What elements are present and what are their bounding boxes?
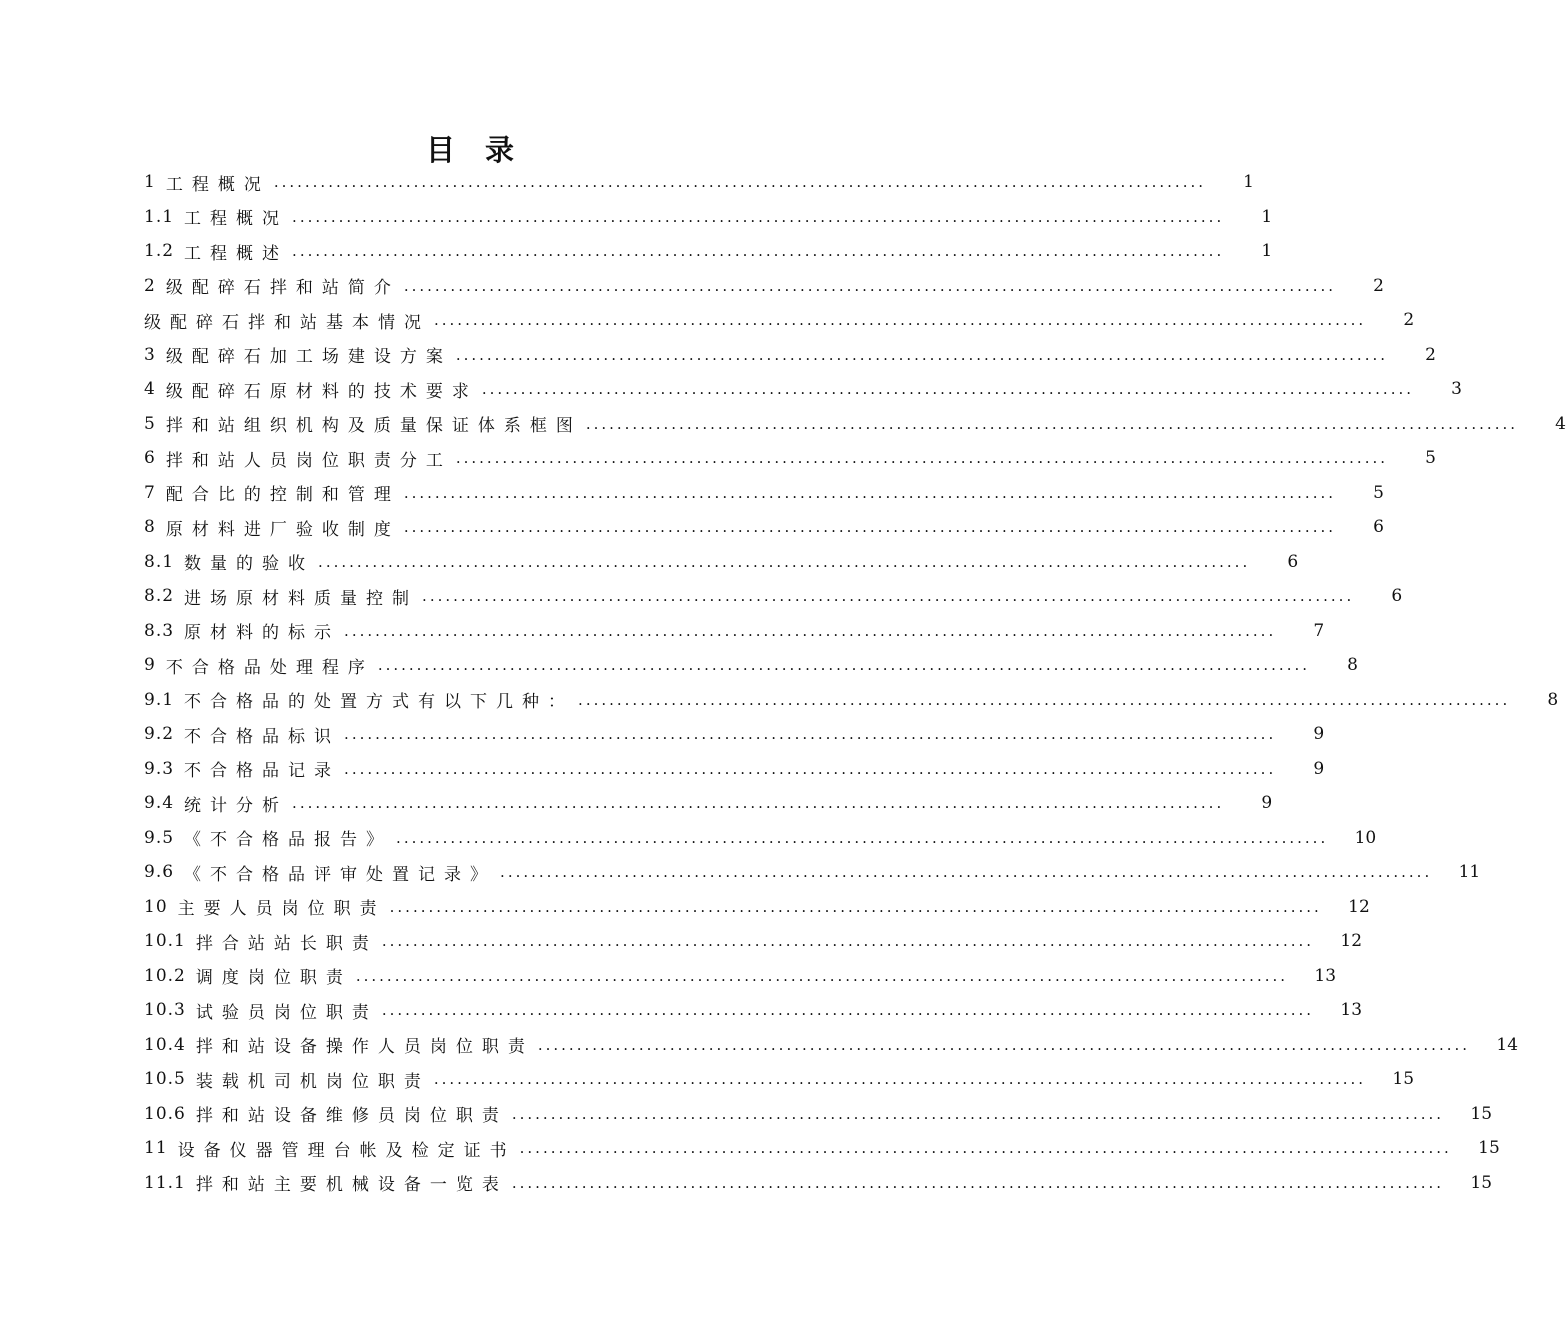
toc-entry-number: 9.5	[144, 827, 175, 848]
toc-entry-leader-dots: ........................................................................................................................	[434, 311, 1367, 330]
toc-entry-leader-dots: ........................................................................................................................	[481, 380, 1414, 399]
toc-entry-page-number: 7	[1313, 620, 1325, 641]
toc-entry-number: 5	[144, 413, 156, 434]
toc-entry-leader-dots: ........................................................................................................................	[519, 1139, 1452, 1158]
toc-entry-number: 1.1	[144, 206, 175, 227]
toc-entry[interactable]	[144, 441, 1436, 476]
toc-entry-leader-dots: ........................................................................................................................	[455, 449, 1388, 468]
toc-entry-title: 不合格品处理程序	[165, 657, 374, 678]
toc-entry-number: 9.2	[144, 724, 175, 745]
toc-entry-number: 6	[144, 448, 156, 469]
toc-entry-leader-dots: ........................................................................................................................	[377, 656, 1310, 675]
toc-entry-number: 4	[144, 379, 156, 400]
toc-entry-page-number: 8	[1547, 689, 1559, 710]
toc-entry[interactable]	[144, 234, 1273, 269]
toc-entry-number: 10.2	[144, 965, 186, 986]
toc-entry-page-number: 11	[1458, 862, 1481, 883]
toc-entry-page-number: 9	[1261, 793, 1273, 814]
toc-entry-title: 数量的验收	[184, 554, 315, 575]
toc-entry-number: 10.6	[144, 1103, 186, 1124]
toc-entry[interactable]	[144, 1028, 1519, 1063]
toc-entry[interactable]	[144, 1131, 1500, 1166]
toc-title: 目 录	[425, 133, 525, 167]
toc-entry-leader-dots: ........................................................................................................................	[585, 414, 1518, 433]
toc-entry-leader-dots: ........................................................................................................................	[344, 725, 1277, 744]
toc-entry-number: 10.3	[144, 1000, 186, 1021]
toc-entry-leader-dots: ........................................................................................................................	[389, 897, 1322, 916]
toc-entry-leader-dots: ........................................................................................................................	[355, 966, 1289, 985]
toc-entry-number: 9.3	[144, 758, 175, 779]
toc-entry-title: 不合格品记录	[184, 761, 341, 782]
toc-entry-page-number: 2	[1403, 310, 1415, 331]
toc-entry-title: 《不合格品评审处置记录》	[184, 864, 497, 885]
toc-entry-page-number: 15	[1470, 1172, 1493, 1193]
toc-entry-page-number: 12	[1340, 931, 1363, 952]
toc-entry[interactable]	[144, 579, 1403, 614]
toc-entry-number: 8.1	[144, 551, 175, 572]
toc-entry-number: 10.5	[144, 1069, 186, 1090]
toc-entry-title: 拌和站组织机构及质量保证体系框图	[165, 416, 582, 437]
toc-entry-number: 11	[144, 1138, 168, 1159]
toc-entry[interactable]	[144, 200, 1273, 235]
toc-entry-page-number: 15	[1392, 1069, 1415, 1090]
toc-entry-page-number: 15	[1470, 1103, 1493, 1124]
toc-entry-leader-dots: ........................................................................................................................	[403, 518, 1336, 537]
toc-entry-title: 拌合站站长职责	[195, 933, 378, 954]
toc-entry-leader-dots: ........................................................................................................................	[455, 345, 1388, 364]
toc-entry[interactable]	[144, 269, 1384, 304]
toc-entry[interactable]	[144, 752, 1325, 787]
toc-entry-title: 拌和站设备操作人员岗位职责	[195, 1037, 534, 1058]
toc-entry[interactable]	[144, 924, 1363, 959]
toc-entry-leader-dots: ........................................................................................................................	[381, 932, 1315, 951]
toc-entry-title: 级配碎石加工场建设方案	[165, 347, 452, 368]
toc-entry[interactable]	[144, 614, 1325, 649]
toc-entry-title: 拌和站设备维修员岗位职责	[195, 1106, 508, 1127]
toc-entry-number: 10.1	[144, 931, 186, 952]
toc-entry-page-number: 6	[1391, 586, 1403, 607]
toc-entry-title: 工程概况	[165, 174, 270, 195]
toc-entry-page-number: 6	[1287, 551, 1299, 572]
toc-entry-number: 3	[144, 344, 156, 365]
toc-entry-title: 级配碎石拌和站基本情况	[144, 312, 430, 333]
toc-entry[interactable]	[144, 545, 1299, 580]
toc-entry-page-number: 8	[1347, 655, 1358, 676]
toc-entry-page-number: 2	[1425, 344, 1436, 365]
toc-entry-title: 设备仪器管理台帐及检定证书	[177, 1140, 516, 1161]
toc-entry-page-number: 12	[1348, 896, 1370, 917]
toc-entry-number: 1	[144, 172, 156, 193]
toc-entry[interactable]	[144, 1166, 1493, 1201]
toc-entry-page-number: 10	[1354, 827, 1377, 848]
toc-entry-title: 进场原材料质量控制	[184, 588, 419, 609]
toc-entry-leader-dots: ........................................................................................................................	[344, 759, 1277, 778]
toc-entry-page-number: 1	[1261, 241, 1273, 262]
toc-entry-title: 级配碎石拌和站简介	[165, 278, 400, 299]
toc-entry-leader-dots: ........................................................................................................................	[578, 690, 1511, 709]
toc-entry-title: 原材料进厂验收制度	[165, 519, 400, 540]
toc-entry-page-number: 1	[1243, 172, 1254, 193]
toc-entry-number: 8.3	[144, 620, 175, 641]
toc-entry-title: 级配碎石原材料的技术要求	[165, 381, 478, 402]
toc-entry-leader-dots: ........................................................................................................................	[292, 207, 1225, 226]
toc-entry-leader-dots: ........................................................................................................................	[422, 587, 1355, 606]
toc-entry-leader-dots: ........................................................................................................................	[344, 621, 1277, 640]
toc-entry-page-number: 5	[1425, 448, 1436, 469]
toc-entry-leader-dots: ........................................................................................................................	[292, 242, 1225, 261]
toc-entry[interactable]	[144, 890, 1370, 925]
toc-entry[interactable]	[144, 303, 1415, 338]
toc-entry-title: 工程概述	[184, 243, 289, 264]
toc-entry[interactable]	[144, 476, 1384, 511]
toc-entry[interactable]	[144, 959, 1337, 994]
toc-entry-leader-dots: ........................................................................................................................	[318, 552, 1251, 571]
toc-entry-number: 2	[144, 275, 156, 296]
toc-entry-leader-dots: ........................................................................................................................	[537, 1035, 1471, 1054]
toc-entry-number: 7	[144, 482, 156, 503]
toc-entry-title: 不合格品标识	[184, 726, 341, 747]
toc-entry-leader-dots: ........................................................................................................................	[292, 794, 1225, 813]
toc-entry-title: 《不合格品报告》	[184, 830, 393, 851]
toc-entry-page-number: 3	[1451, 379, 1462, 400]
toc-entry-number: 9.1	[144, 689, 175, 710]
toc-entry-leader-dots: ........................................................................................................................	[396, 828, 1329, 847]
toc-entry-number: 9	[144, 655, 156, 676]
toc-entry[interactable]	[144, 1062, 1415, 1097]
toc-entry-page-number: 1	[1261, 206, 1273, 227]
toc-entry-leader-dots: ........................................................................................................................	[381, 1001, 1315, 1020]
toc-entry-number: 1.2	[144, 241, 175, 262]
toc-entry-number: 8	[144, 517, 156, 538]
toc-entry-title: 不合格品的处置方式有以下几种：	[184, 692, 575, 713]
toc-entry[interactable]	[144, 510, 1384, 545]
toc-entry-leader-dots: ........................................................................................................................	[403, 276, 1336, 295]
toc-entry-page-number: 5	[1373, 482, 1384, 503]
toc-entry-page-number: 9	[1313, 758, 1325, 779]
toc-entry-title: 试验员岗位职责	[195, 1002, 378, 1023]
toc-entry-leader-dots: ........................................................................................................................	[273, 173, 1206, 192]
toc-entry-leader-dots: ........................................................................................................................	[511, 1173, 1445, 1192]
toc-entry[interactable]	[144, 821, 1377, 856]
toc-entry-title: 拌和站人员岗位职责分工	[165, 450, 452, 471]
toc-entry[interactable]	[144, 786, 1273, 821]
toc-entry-title: 原材料的标示	[184, 623, 341, 644]
toc-entry-page-number: 4	[1555, 413, 1566, 434]
toc-entry-page-number: 6	[1373, 517, 1384, 538]
toc-entry-number: 10.4	[144, 1034, 186, 1055]
toc-entry[interactable]	[144, 165, 1254, 200]
toc-entry-title: 工程概况	[184, 209, 289, 230]
toc-list	[144, 165, 1566, 1200]
toc-entry-page-number: 15	[1478, 1138, 1500, 1159]
toc-entry-page-number: 13	[1314, 965, 1337, 986]
toc-entry[interactable]	[144, 1097, 1493, 1132]
toc-entry[interactable]	[144, 717, 1325, 752]
toc-entry-number: 11.1	[144, 1172, 186, 1193]
toc-entry-title: 拌和站主要机械设备一览表	[195, 1175, 508, 1196]
toc-entry[interactable]	[144, 993, 1363, 1028]
toc-entry-number: 9.4	[144, 793, 175, 814]
toc-entry-title: 调度岗位职责	[195, 968, 352, 989]
toc-entry-title: 配合比的控制和管理	[165, 485, 400, 506]
toc-entry[interactable]	[144, 855, 1481, 890]
toc-entry-leader-dots: ........................................................................................................................	[433, 1070, 1367, 1089]
toc-entry-leader-dots: ........................................................................................................................	[511, 1104, 1445, 1123]
toc-entry-page-number: 2	[1373, 275, 1384, 296]
toc-entry[interactable]	[144, 648, 1358, 683]
toc-entry[interactable]	[144, 683, 1559, 718]
toc-entry-leader-dots: ........................................................................................................................	[403, 483, 1336, 502]
toc-entry-title: 统计分析	[184, 795, 289, 816]
toc-entry-number: 9.6	[144, 862, 175, 883]
toc-entry-number: 10	[144, 896, 168, 917]
toc-entry-title: 装载机司机岗位职责	[195, 1071, 430, 1092]
toc-entry-title: 主要人员岗位职责	[177, 899, 386, 920]
toc-entry-page-number: 14	[1496, 1034, 1519, 1055]
toc-entry-page-number: 13	[1340, 1000, 1363, 1021]
toc-entry[interactable]	[144, 338, 1436, 373]
toc-entry-leader-dots: ........................................................................................................................	[500, 863, 1433, 882]
toc-entry-page-number: 9	[1313, 724, 1325, 745]
toc-entry-number: 8.2	[144, 586, 175, 607]
toc-entry[interactable]	[144, 407, 1566, 442]
toc-entry[interactable]	[144, 372, 1462, 407]
